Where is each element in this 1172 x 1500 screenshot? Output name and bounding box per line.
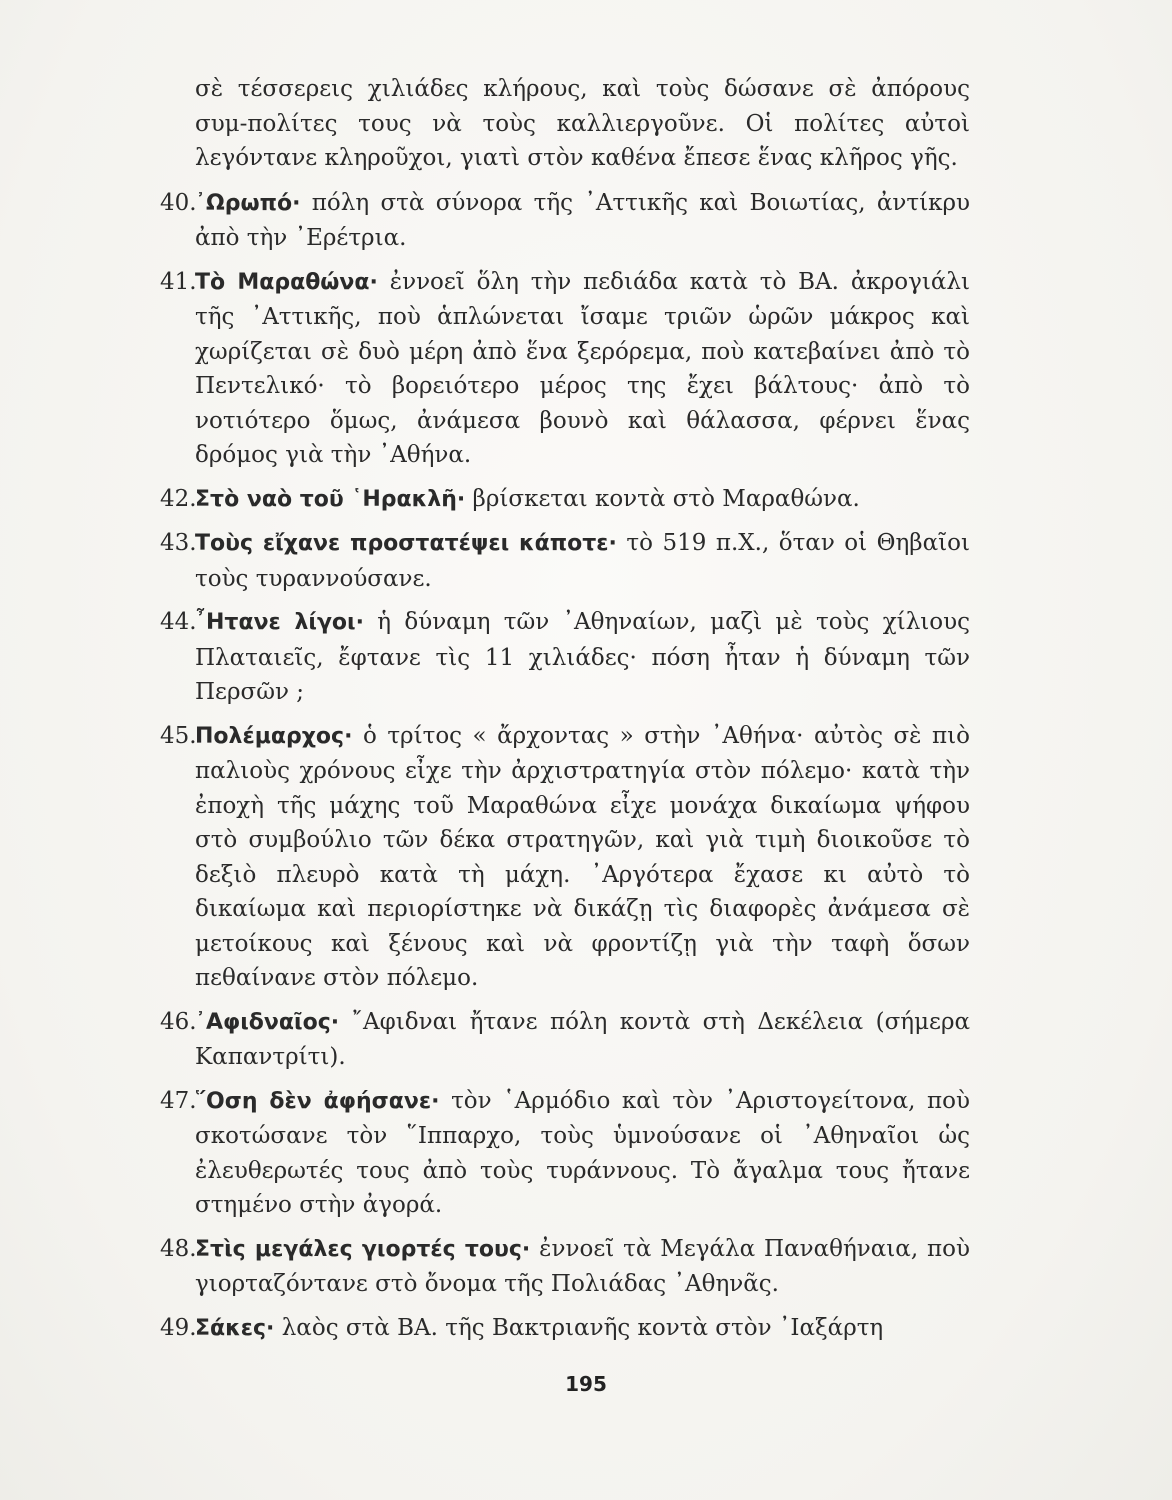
note-text: τὸ 519 π.Χ., ὅταν οἱ Θηβαῖοι τοὺς τυραννούσανε. — [195, 530, 970, 592]
note-text: ὁ τρίτος « ἄρχοντας » στὴν ᾿Αθήνα· αὐτὸς σὲ πιὸ παλιοὺς χρόνους εἶχε τὴν ἀρχιστρατηγία στὸν πόλεμο· κατὰ τὴν ἐποχὴ τῆς μάχης τοῦ Μαραθώνα εἶχε μονάχα δικαίωμα ψήφου στὸ συμβούλιο τῶν δέκα στρατηγῶν, καὶ γιὰ τιμὴ διοικοῦσε τὸ δεξιὸ πλευρὸ κατὰ τὴ μάχη. ᾿Αργότερα ἔχασε κι αὐτὸ τὸ δικαίωμα καὶ περιορίστηκε νὰ δικάζῃ τὶς διαφορὲς ἀνάμεσα σὲ μετοίκους καὶ ξένους καὶ νὰ φροντίζῃ γιὰ τὴν ταφὴ ὅσων πεθαίνανε στὸν πόλεμο. — [195, 722, 970, 991]
note-text: ἐννοεῖ τὰ Μεγάλα Παναθήναια, ποὺ γιορταζόντανε στὸ ὄνομα τῆς Πολιάδας ᾿Αθηνᾶς. — [195, 1235, 970, 1297]
note-item — [160, 605, 970, 710]
note-item — [160, 265, 970, 473]
note-text: ἐννοεῖ ὅλη τὴν πεδιάδα κατὰ τὸ ΒΑ. ἀκρογιάλι τῆς ᾿Αττικῆς, ποὺ ἁπλώνεται ἴσαμε τριῶν ὡρῶν μάκρος καὶ χωρίζεται σὲ δυὸ μέρη ἀπὸ ἕνα ξερόρεμα, ποὺ κατεβαίνει ἀπὸ τὸ Πεντελικό· τὸ βορειότερο μέρος της ἔχει βάλτους· ἀπὸ τὸ νοτιότερο ὅμως, ἀνάμεσα βουνὸ καὶ θάλασσα, φέρνει ἕνας δρόμος γιὰ τὴν ᾿Αθήνα. — [195, 268, 971, 468]
note-text: ῎Αφιδναι ἤτανε πόλη κοντὰ στὴ Δεκέλεια (σήμερα Καπαντρίτι). — [195, 1008, 970, 1070]
note-term: Πολέμαρχος· — [195, 723, 353, 749]
note-number: 46. — [160, 1008, 197, 1035]
note-term: Τοὺς εἴχανε προστατέψει κάποτε· — [195, 531, 617, 556]
note-term: ῞Οση δὲν ἀφήσανε· — [195, 1088, 440, 1114]
note-number: 40. — [160, 189, 197, 216]
continued-paragraph: σὲ τέσσερεις χιλιάδες κλήρους, καὶ τοὺς δώσανε σὲ ἀπόρους συμ-πολίτες τους νὰ τοὺς καλλιεργοῦνε. Οἱ πολίτες αὐτοὶ λεγόντανε κληροῦχοι, γιατὶ στὸν καθένα ἔπεσε ἕνας κλῆρος γῆς. — [195, 76, 970, 171]
note-item — [160, 1084, 970, 1223]
note-term: Στὸ ναὸ τοῦ ῾Ηρακλῆ· — [195, 486, 466, 512]
note-text: τὸν ῾Αρμόδιο καὶ τὸν ᾿Αριστογείτονα, ποὺ σκοτώσανε τὸν ῞Ιππαρχο, τοὺς ὑμνούσανε οἱ ᾿Αθηναῖοι ὡς ἐλευθερωτές τους ἀπὸ τοὺς τυράννους. Τὸ ἄγαλμα τους ἤτανε στημένο στὴν ἀγορά. — [195, 1087, 971, 1218]
note-text: βρίσκεται κοντὰ στὸ Μαραθώνα. — [465, 485, 860, 512]
page-number: 195 — [565, 1372, 607, 1396]
note-text: ἡ δύναμη τῶν ᾿Αθηναίων, μαζὶ μὲ τοὺς χίλιους Πλαταιεῖς, ἔφτανε τὶς 11 χιλιάδες· πόση ἦταν ἡ δύναμη τῶν Περσῶν ; — [195, 609, 970, 705]
note-text: πόλη στὰ σύνορα τῆς ᾿Αττικῆς καὶ Βοιωτίας, ἀντίκρυ ἀπὸ τὴν ᾿Ερέτρια. — [195, 189, 970, 251]
note-term: Σάκες· — [195, 1315, 275, 1341]
note-item — [160, 1005, 970, 1075]
note-term: ᾿Ωρωπό· — [195, 190, 301, 216]
note-term: Στὶς μεγάλες γιορτές τους· — [195, 1236, 531, 1262]
note-number: 45. — [160, 722, 197, 749]
note-item — [160, 1311, 970, 1347]
note-item — [160, 719, 970, 996]
note-number: 49. — [160, 1314, 197, 1341]
notes-list — [160, 186, 970, 1347]
note-term: ῏Ητανε λίγοι· — [195, 610, 364, 635]
note-text: λαὸς στὰ ΒΑ. τῆς Βακτριανῆς κοντὰ στὸν ᾿Ιαξάρτη — [274, 1314, 884, 1341]
note-item — [160, 526, 970, 596]
note-number: 41. — [160, 268, 197, 295]
text-column — [160, 72, 970, 1355]
note-number: 43. — [160, 530, 197, 556]
note-item — [160, 482, 970, 518]
note-term: ᾿Αφιδναῖος· — [195, 1009, 340, 1035]
note-term: Τὸ Μαραθώνα· — [195, 269, 378, 295]
note-number: 44. — [160, 609, 197, 635]
note-item — [160, 186, 970, 256]
note-number: 42. — [160, 485, 197, 512]
note-item — [160, 1232, 970, 1302]
note-number: 48. — [160, 1235, 197, 1262]
note-number: 47. — [160, 1087, 197, 1114]
